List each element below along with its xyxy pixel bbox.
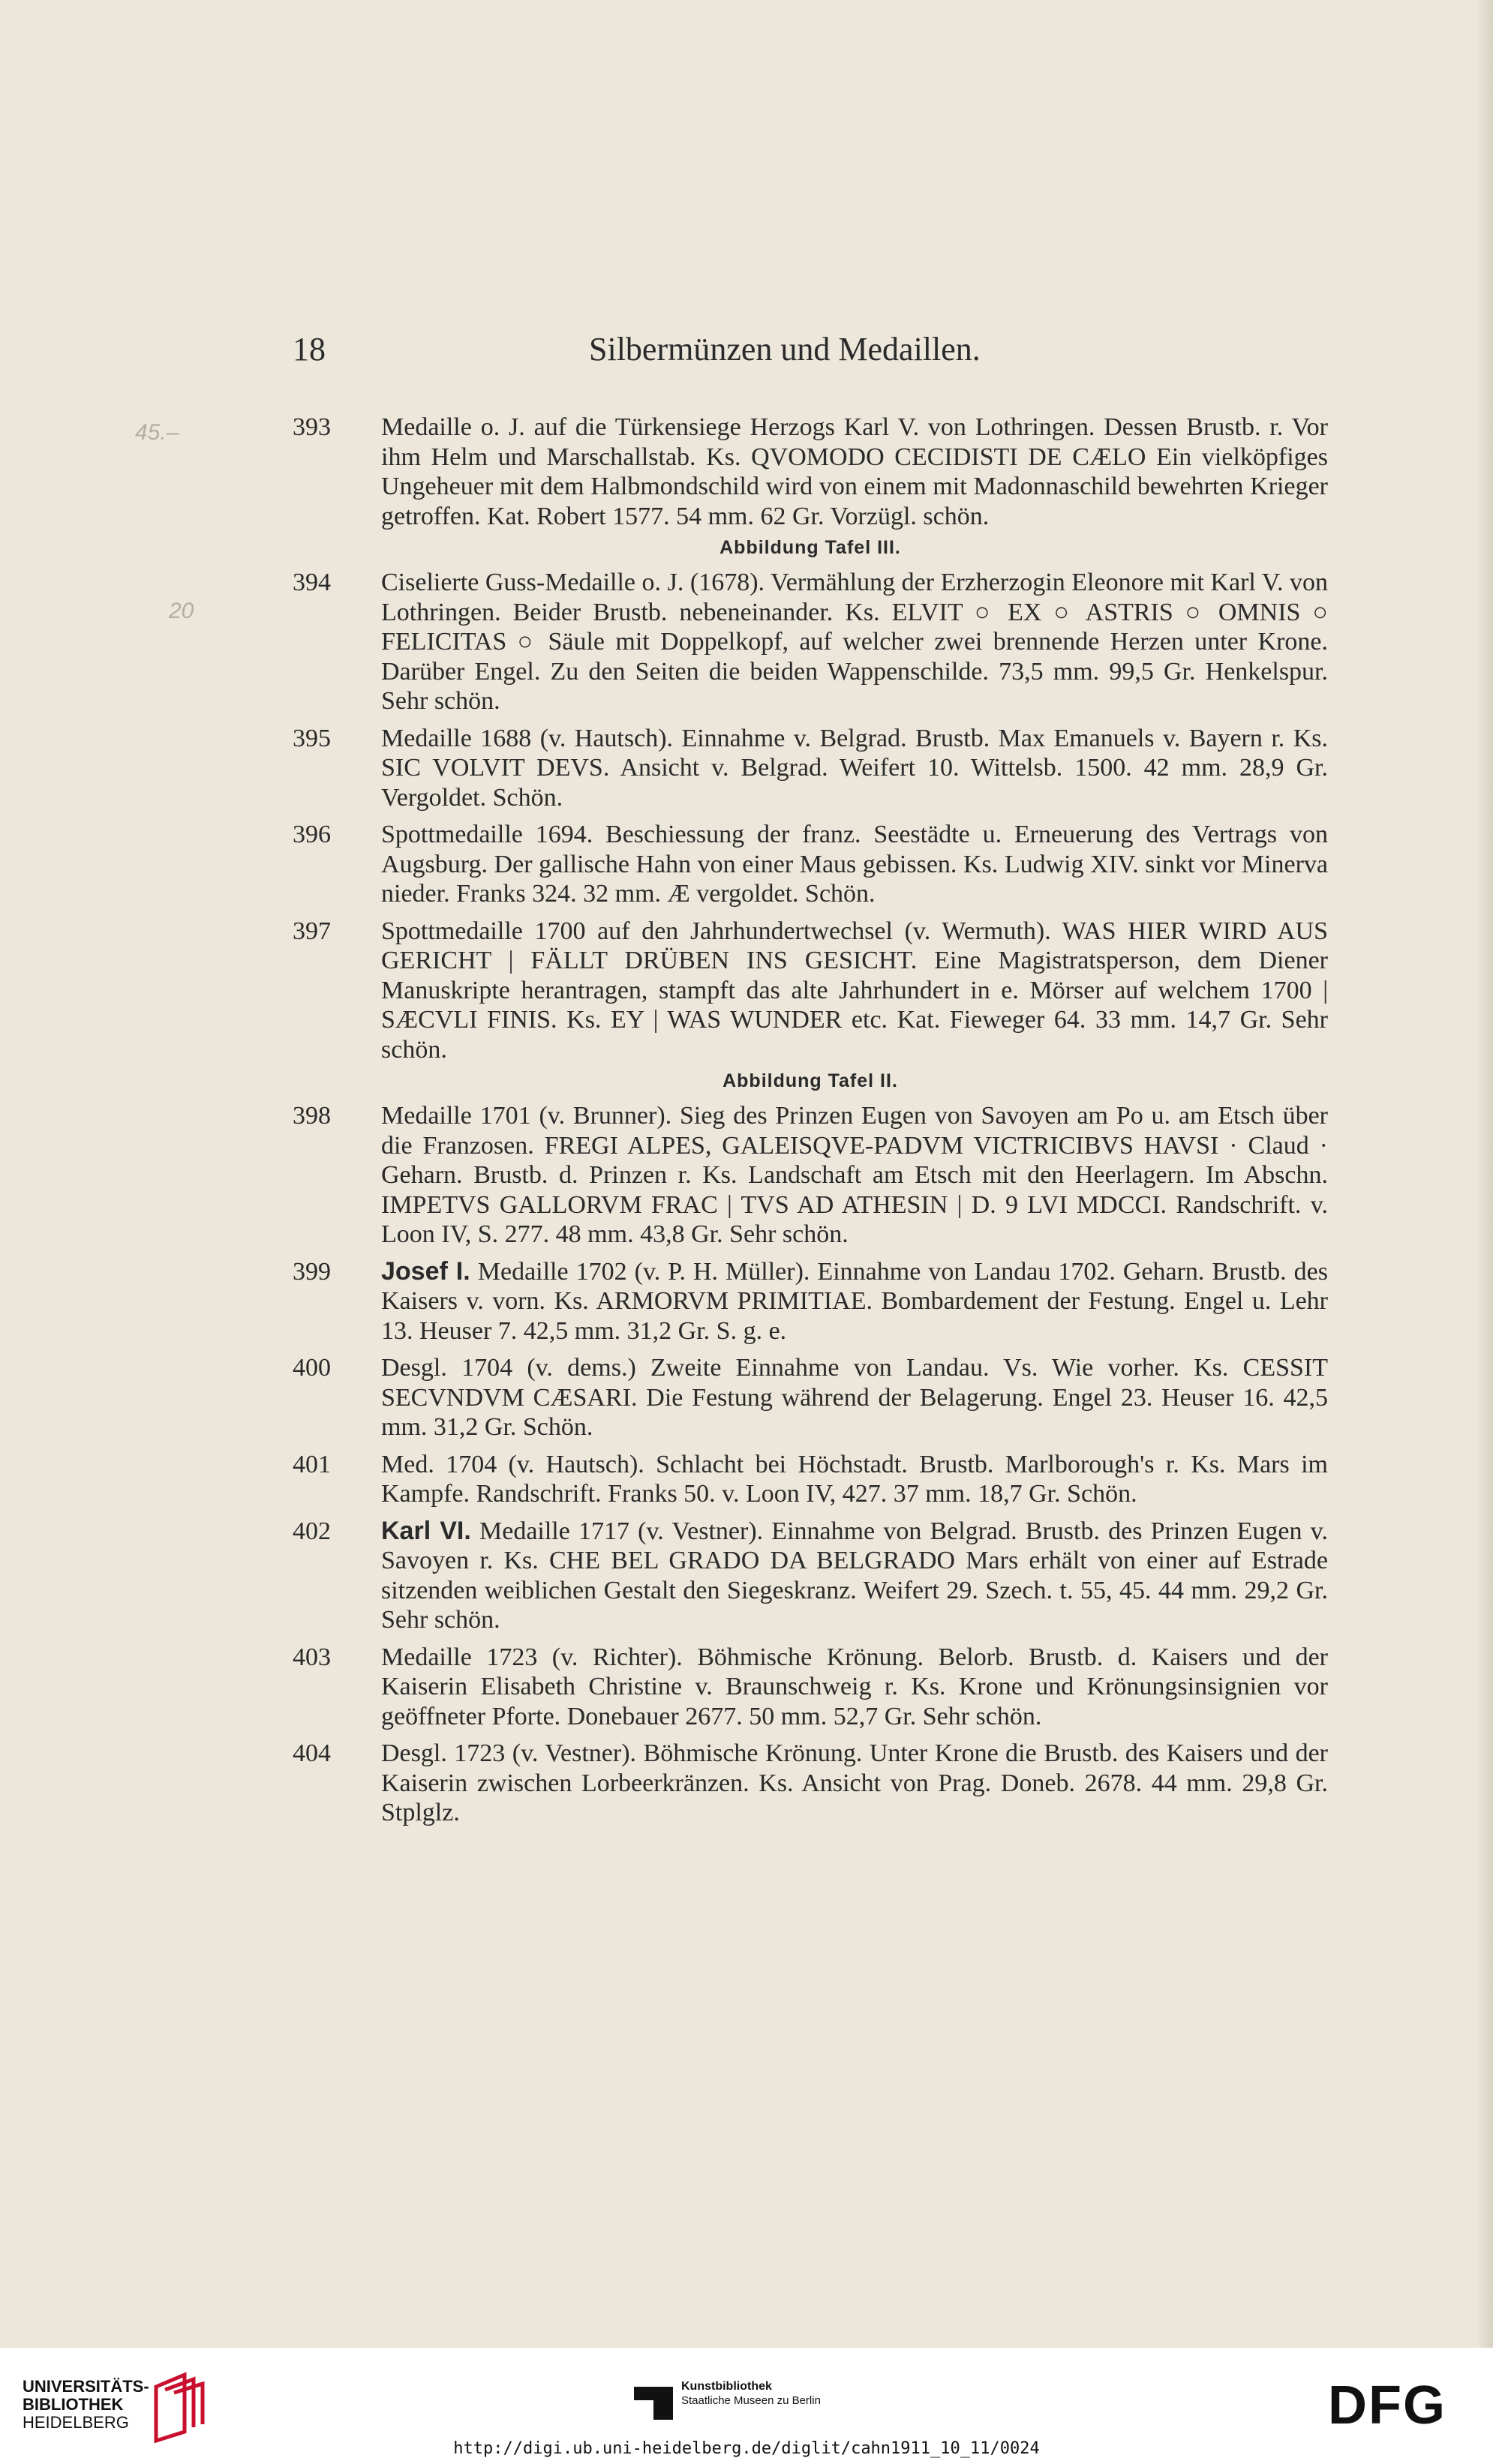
catalog-entry: [293, 1353, 1328, 1442]
entry-number: 404: [293, 1739, 331, 1767]
viewer-footer: [0, 2348, 1493, 2464]
entry-number: 395: [293, 724, 331, 752]
entry-text: Ciselierte Guss-Medaille o. J. (1678). Vermählung der Erzherzogin Eleonore mit Karl V. von Lothringen. Beider Brustb. nebeneinander. Ks. ELVIT ○ EX ○ ASTRIS ○ OMNIS ○ FELICITAS ○ Säule mit Doppelkopf, auf welcher zwei brennende Herzen unter Krone. Darüber Engel. Zu den Seiten die beiden Wappenschilde. 73,5 mm. 99,5 Gr. Henkelspur. Sehr schön.: [381, 569, 1328, 715]
entry-text: Spottmedaille 1694. Beschiessung der franz. Seestädte u. Erneuerung des Vertrags von Augsburg. Der gallische Hahn von einer Maus gebissen. Ks. Ludwig XIV. sinkt vor Minerva nieder. Franks 324. 32 mm. Æ vergoldet. Schön.: [381, 821, 1328, 908]
library-name-line: BIBLIOTHEK: [23, 2395, 124, 2414]
kb-title: Kunstbibliothek: [681, 2380, 772, 2393]
entry-number: 402: [293, 1517, 331, 1545]
dfg-logo[interactable]: DFG: [1328, 2375, 1446, 2435]
page-number: 18: [293, 331, 326, 368]
kunstbibliothek-name: [681, 2379, 821, 2408]
entry-text: Medaille 1702 (v. P. H. Müller). Einnahme von Landau 1702. Geharn. Brustb. des Kaisers v. vorn. Ks. ARMORVM PRIMITIAE. Bombardement der Festung. Engel u. Lehr 13. Heuser 7. 42,5 mm. 31,2 Gr. S. g. e.: [381, 1257, 1328, 1345]
page-header: [293, 330, 1328, 375]
margin-mark-price-2: 20: [169, 599, 194, 623]
library-name-line: UNIVERSITÄTS-: [23, 2377, 149, 2396]
entry-number: 399: [293, 1257, 331, 1286]
entry-number: 396: [293, 821, 331, 848]
entry-text: Med. 1704 (v. Hautsch). Schlacht bei Höchstadt. Brustb. Marlborough's r. Ks. Mars im Kampfe. Randschrift. Franks 50. v. Loon IV, 427. 37 mm. 18,7 Gr. Schön.: [381, 1450, 1328, 1508]
plate-reference: Abbildung Tafel III.: [719, 537, 901, 558]
margin-mark-price: 45.–: [135, 420, 179, 445]
catalog-entry: [293, 820, 1328, 909]
catalog-entry: [293, 724, 1328, 813]
entry-number: 394: [293, 569, 331, 596]
catalog-entry: [293, 413, 1328, 531]
catalog-entry: [293, 1450, 1328, 1509]
library-name-line: HEIDELBERG: [23, 2413, 129, 2432]
entry-number: 398: [293, 1102, 331, 1130]
plate-reference: Abbildung Tafel II.: [722, 1070, 898, 1091]
catalog-entry: [293, 1517, 1328, 1635]
entry-text: Medaille o. J. auf die Türkensiege Herzogs Karl V. von Lothringen. Dessen Brustb. r. Vor ihm Helm und Marschallstab. Ks. QVOMODO CECIDISTI DE CÆLO Ein vielköpfiges Ungeheuer mit dem Halbmondschild wird von einem mit Madonnaschild bewehrten Krieger getroffen. Kat. Robert 1577. 54 mm. 62 Gr. Vorzügl. schön.: [381, 413, 1328, 530]
entry-number: 400: [293, 1354, 331, 1382]
ruler-name: Karl VI.: [381, 1516, 471, 1545]
catalog-entries: [293, 413, 1328, 1835]
catalog-entry: [293, 917, 1328, 1065]
entry-text: Medaille 1723 (v. Richter). Böhmische Krönung. Belorb. Brustb. d. Kaisers und der Kaiserin Elisabeth Christine v. Braunschweig r. Ks. Krone und Krönungsinsignien vor geöffneter Pforte. Donebauer 2677. 50 mm. 52,7 Gr. Sehr schön.: [381, 1643, 1328, 1730]
page-title: Silbermünzen und Medaillen.: [589, 331, 981, 368]
catalog-entry: [293, 1739, 1328, 1828]
entry-text: Spottmedaille 1700 auf den Jahrhundertwechsel (v. Wermuth). WAS HIER WIRD AUS GERICHT | FÄLLT DRÜBEN INS GESICHT. Eine Magistratsperson, dem Diener Manuskripte herantragen, stampft das alte Jahrhundert in e. Mörser auf welchem 1700 | SÆCVLI FINIS. Ks. EY | WAS WUNDER etc. Kat. Fieweger 64. 33 mm. 14,7 Gr. Sehr schön.: [381, 917, 1328, 1064]
entry-text: Desgl. 1704 (v. dems.) Zweite Einnahme von Landau. Vs. Wie vorher. Ks. CESSIT SECVNDVM CÆSARI. Die Festung während der Belagerung. Engel 23. Heuser 16. 42,5 mm. 31,2 Gr. Schön.: [381, 1354, 1328, 1441]
library-logo-icon[interactable]: [149, 2372, 207, 2447]
catalog-entry: [293, 568, 1328, 716]
entry-text: Medaille 1717 (v. Vestner). Einnahme von Belgrad. Brustb. des Prinzen Eugen v. Savoyen r. Ks. CHE BEL GRADO DA BELGRADO Mars erhält von einer auf Estrade sitzenden weiblichen Gestalt den Siegeskranz. Weifert 29. Szech. t. 55, 45. 44 mm. 29,2 Gr. Sehr schön.: [381, 1517, 1328, 1634]
kb-subtitle: Staatliche Museen zu Berlin: [681, 2394, 821, 2407]
permalink-url[interactable]: http://digi.ub.uni-heidelberg.de/diglit/cahn1911_10_11/0024: [453, 2439, 1040, 2458]
catalog-entry: [293, 1643, 1328, 1732]
kunstbibliothek-logo-icon[interactable]: [634, 2384, 673, 2423]
entry-text: Medaille 1701 (v. Brunner). Sieg des Prinzen Eugen von Savoyen am Po u. am Etsch über die Franzosen. FREGI ALPES, GALEISQVE-PADVM VICTRICIBVS HAVSI · Claud · Geharn. Brustb. d. Prinzen r. Ks. Landschaft am Etsch mit den Heerlagern. Im Abschn. IMPETVS GALLORVM FRAC | TVS AD ATHESIN | D. 9 LVI MDCCI. Randschrift. v. Loon IV, S. 277. 48 mm. 43,8 Gr. Sehr schön.: [381, 1102, 1328, 1248]
library-name[interactable]: [23, 2378, 149, 2432]
entry-number: 397: [293, 917, 331, 945]
ruler-name: Josef I.: [381, 1256, 470, 1286]
entry-number: 401: [293, 1450, 331, 1478]
entry-number: 393: [293, 413, 331, 441]
page-edge-shadow: [1476, 0, 1493, 2348]
catalog-entry: [293, 1257, 1328, 1346]
entry-number: 403: [293, 1643, 331, 1671]
entry-text: Medaille 1688 (v. Hautsch). Einnahme v. Belgrad. Brustb. Max Emanuels v. Bayern r. Ks. SIC VOLVIT DEVS. Ansicht v. Belgrad. Weifert 10. Wittelsb. 1500. 42 mm. 28,9 Gr. Vergoldet. Schön.: [381, 724, 1328, 812]
catalog-entry: [293, 1101, 1328, 1250]
entry-text: Desgl. 1723 (v. Vestner). Böhmische Krönung. Unter Krone die Brustb. des Kaisers und der Kaiserin zwischen Lorbeerkränzen. Ks. Ansicht von Prag. Doneb. 2678. 44 mm. 29,8 Gr. Stplglz.: [381, 1739, 1328, 1826]
